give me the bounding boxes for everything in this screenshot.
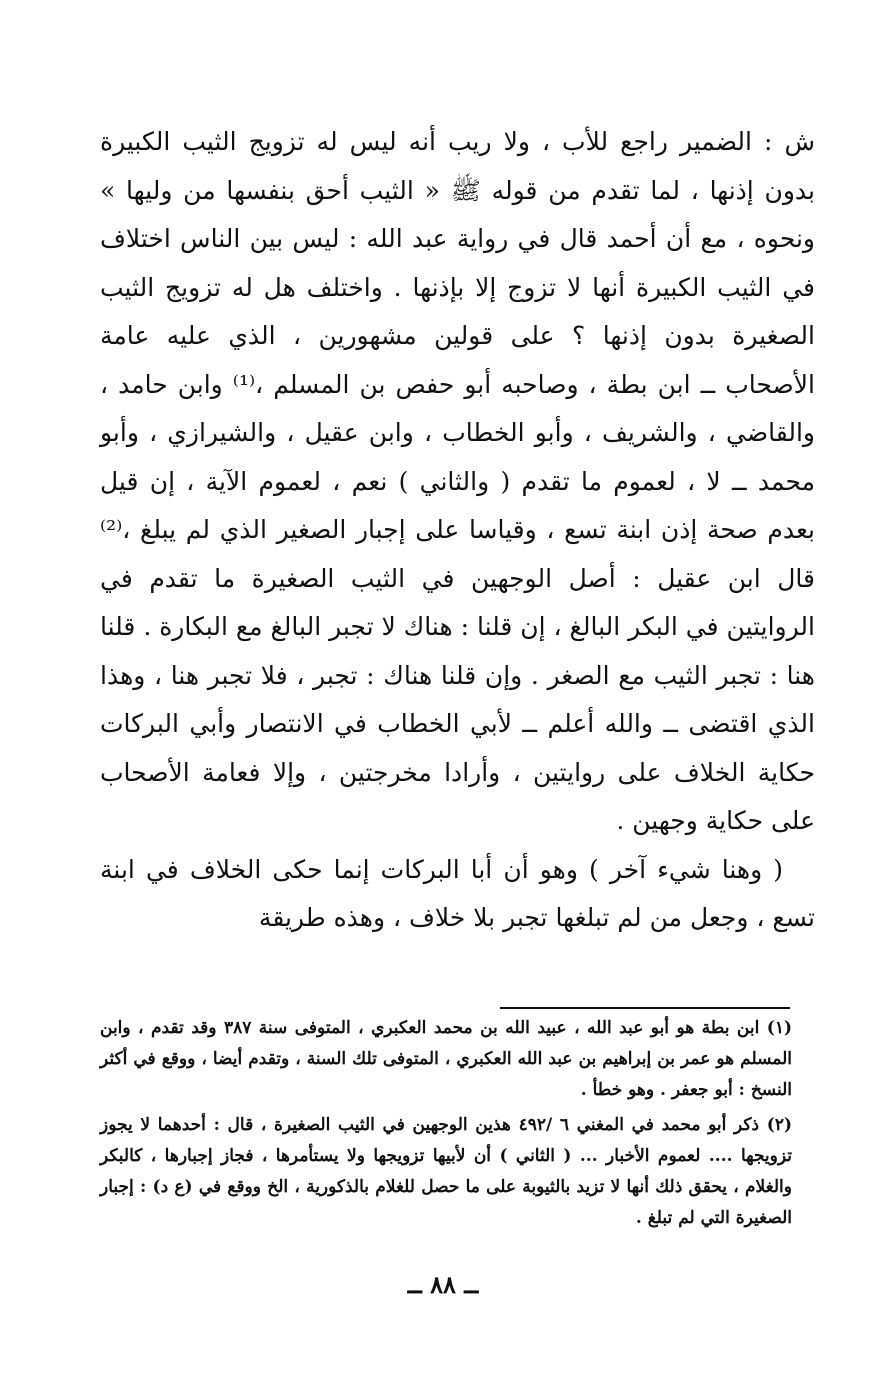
paragraph-another-point: ( وهنا شيء آخر ) وهو أن أبا البركات إنما حكى الخلاف في ابنة تسع ، وجعل من لم تبلغها تجبر بلا خلاف ، وهذه طريقة	[100, 854, 815, 932]
footnotes	[100, 1013, 792, 1238]
main-text	[100, 118, 815, 943]
footnote-2: (٢) ذكر أبو محمد في المغني ٦ /٤٩٢ هذين الوجهين في الثيب الصغيرة ، قال : أحدهما لا يجوز تزويجها .... لعموم الأخبار ... ( الثاني ) أن لأبيها تزويجها ولا يستأمرها ، فجاز إجبارها ، كالبكر والغلام ، يحقق ذلك أنها لا تزيد بالثيوبة على ما حصل للغلام بالذكورية ، الخ ووقع في (ع د) : إجبار الصغيرة التي لم تبلغ .	[100, 1115, 792, 1228]
footnote-separator	[0, 1007, 886, 1009]
paragraph-commentary: ش : الضمير راجع للأب ، ولا ريب أنه ليس له تزويج الثيب الكبيرة بدون إذنها ، لما تقدم من قوله ﷺ « الثيب أحق بنفسها من وليها » ونحوه ، مع أن أحمد قال في رواية عبد الله : ليس بين الناس اختلاف في الثيب الكبيرة أنها لا تزوج إلا بإذنها . واختلف هل له تزويج الثيب الصغيرة بدون إذنها ؟ على قولين مشهورين ، الذي عليه عامة الأصحاب ــ ابن بطة ، وصاحبه أبو حفص بن المسلم ،⁽¹⁾ وابن حامد ، والقاضي ، والشريف ، وأبو الخطاب ، وابن عقيل ، والشيرازي ، وأبو محمد ــ لا ، لعموم ما تقدم ( والثاني ) نعم ، لعموم الآية ، إن قيل بعدم صحة إذن ابنة تسع ، وقياسا على إجبار الصغير الذي لم يبلغ ،⁽²⁾ قال ابن عقيل : أصل الوجهين في الثيب الصغيرة ما تقدم في الروايتين في البكر البالغ ، إن قلنا : هناك لا تجبر البالغ مع البكارة . قلنا هنا : تجبر الثيب مع الصغر . وإن قلنا هناك : تجبر ، فلا تجبر هنا ، وهذا الذي اقتضى ــ والله أعلم ــ لأبي الخطاب في الانتصار وأبي البركات حكاية الخلاف على روايتين ، وأرادا مخرجتين ، وإلا فعامة الأصحاب على حكاية وجهين .	[99, 127, 815, 835]
page-number: ــ ٨٨ ــ	[407, 1270, 479, 1299]
footnote-1: (١) ابن بطة هو أبو عبد الله ، عبيد الله بن محمد العكبري ، المتوفى سنة ٣٨٧ وقد تقدم ، وابن المسلم هو عمر بن إبراهيم بن عبد الله العكبري ، المتوفى تلك السنة ، وتقدم أيضا ، ووقع في أكثر النسخ : أبو جعفر . وهو خطأ .	[100, 1018, 793, 1100]
separator-rule	[500, 1007, 790, 1009]
